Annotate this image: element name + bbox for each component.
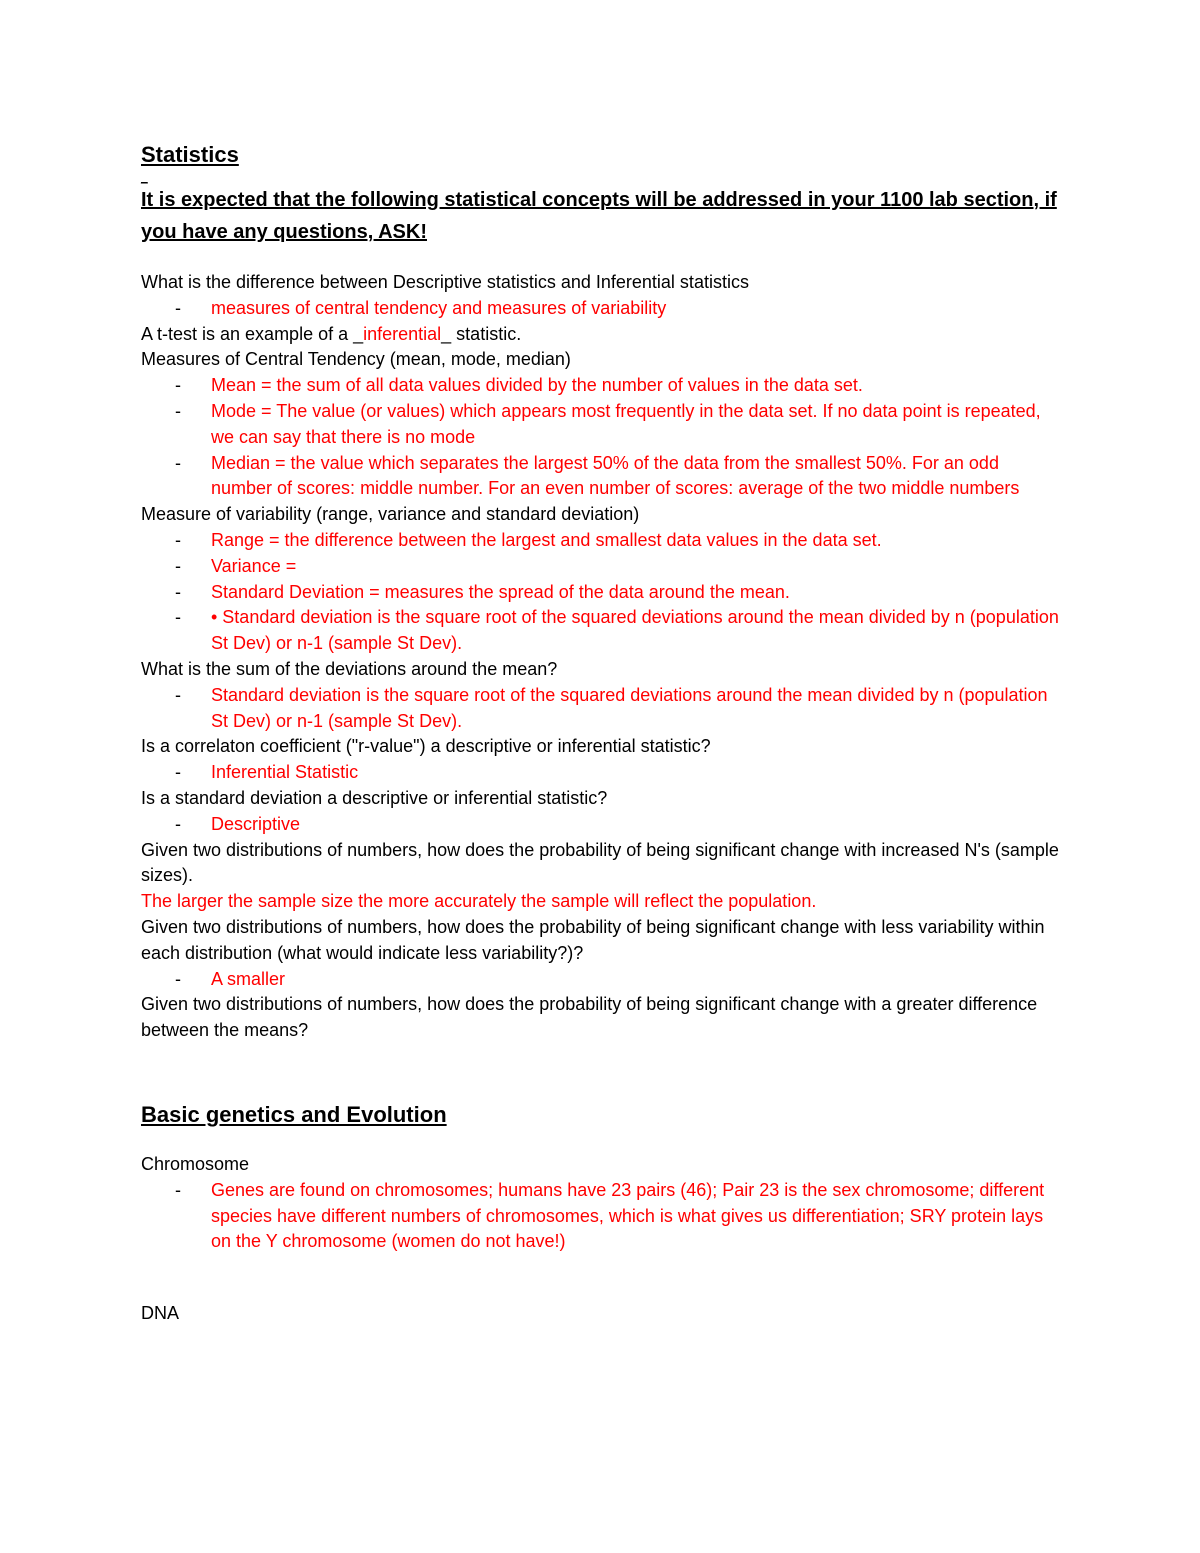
ttest-suffix: _ statistic. <box>441 323 522 344</box>
answer-list <box>141 812 1061 838</box>
ttest-line <box>141 322 1061 348</box>
list-item <box>141 373 1061 399</box>
list-dash: - <box>175 762 181 783</box>
genetics-title: Basic genetics and Evolution <box>141 1101 447 1127</box>
list-item <box>141 580 1061 606</box>
list-dash: - <box>175 1179 181 1200</box>
ttest-prefix: A t-test is an example of a _ <box>141 323 364 344</box>
list-item <box>141 528 1061 554</box>
chromosome-list <box>141 1178 1061 1255</box>
answer-text: A smaller <box>211 968 286 989</box>
ttest-answer: inferential <box>363 323 442 344</box>
list-item <box>141 605 1061 657</box>
question-sum-deviations: What is the sum of the deviations around the mean? <box>141 658 558 679</box>
list-dash: - <box>175 400 181 421</box>
answer-text: measures of central tendency and measures of variability <box>211 297 667 318</box>
list-dash: - <box>175 375 181 396</box>
statistics-title: Statistics <box>141 142 239 167</box>
list-dash: - <box>175 555 181 576</box>
std-dev-definition: Standard Deviation = measures the spread of the data around the mean. <box>211 581 790 602</box>
list-item <box>141 760 1061 786</box>
chromosome-definition: Genes are found on chromosomes; humans have 23 pairs (46); Pair 23 is the sex chromosome; different species have different numbers of chromosomes, which is what gives us differentiation; SRY protein lays on the Y chromosome (women do not have!) <box>211 1179 1045 1252</box>
list-item <box>141 812 1061 838</box>
document-page <box>141 140 1061 1327</box>
variability-list <box>141 528 1061 657</box>
central-tendency-list <box>141 373 1061 502</box>
std-dev-detail: • Standard deviation is the square root of the squared deviations around the mean divided by n (population St Dev) or n-1 (sample St Dev). <box>211 607 1059 654</box>
list-dash: - <box>175 684 181 705</box>
question-descriptive-inferential: What is the difference between Descriptive statistics and Inferential statistics <box>141 272 749 292</box>
question-means-difference: Given two distributions of numbers, how does the probability of being significant change with a greater difference between the means? <box>141 994 1038 1041</box>
spacer <box>141 1255 1061 1301</box>
list-item <box>141 451 1061 503</box>
answer-list <box>141 683 1061 735</box>
list-item <box>141 1178 1061 1255</box>
expectation-heading: It is expected that the following statistical concepts will be addressed in your 1100 lab section, if you have any questions, ASK! <box>141 189 1057 243</box>
answer-text: Descriptive <box>211 813 301 834</box>
list-dash: - <box>175 452 181 473</box>
mode-definition: Mode = The value (or values) which appears most frequently in the data set. If no data point is repeated, we can say that there is no mode <box>211 400 1041 447</box>
answer-list <box>141 296 1061 322</box>
answer-text: Inferential Statistic <box>211 762 359 783</box>
list-item <box>141 296 1061 322</box>
median-definition: Median = the value which separates the largest 50% of the data from the smallest 50%. For an odd number of scores: middle number. For an even number of scores: average of the two middle numbers <box>211 452 1020 499</box>
dna-heading: DNA <box>141 1303 180 1324</box>
list-item <box>141 967 1061 993</box>
list-dash: - <box>175 581 181 602</box>
list-dash: - <box>175 813 181 834</box>
mean-definition: Mean = the sum of all data values divided by the number of values in the data set. <box>211 375 863 396</box>
question-variability: Given two distributions of numbers, how does the probability of being significant change with less variability within each distribution (what would indicate less variability?)? <box>141 916 1045 963</box>
list-dash: - <box>175 607 181 628</box>
list-dash: - <box>175 529 181 550</box>
underscore-line: _ <box>141 170 148 184</box>
question-sample-size: Given two distributions of numbers, how does the probability of being significant change with increased N's (sample sizes). <box>141 839 1059 886</box>
spacer <box>141 248 1061 270</box>
range-definition: Range = the difference between the largest and smallest data values in the data set. <box>211 529 882 550</box>
question-standard-deviation: Is a standard deviation a descriptive or inferential statistic? <box>141 787 608 808</box>
answer-text: Standard deviation is the square root of the squared deviations around the mean divided by n (population St Dev) or n-1 (sample St Dev). <box>211 684 1048 731</box>
chromosome-heading: Chromosome <box>141 1153 250 1174</box>
question-correlation: Is a correlaton coefficient ("r-value") a descriptive or inferential statistic? <box>141 736 711 757</box>
list-dash: - <box>175 968 181 989</box>
variance-definition: Variance = <box>211 555 297 576</box>
answer-list <box>141 967 1061 993</box>
list-item <box>141 683 1061 735</box>
list-item <box>141 554 1061 580</box>
variability-heading: Measure of variability (range, variance and standard deviation) <box>141 504 640 525</box>
spacer <box>141 1044 1061 1100</box>
list-item <box>141 399 1061 451</box>
answer-list <box>141 760 1061 786</box>
answer-sample-size: The larger the sample size the more accurately the sample will reflect the population. <box>141 891 817 912</box>
spacer <box>141 1130 1061 1152</box>
central-tendency-heading: Measures of Central Tendency (mean, mode, median) <box>141 349 571 370</box>
list-dash: - <box>175 297 181 318</box>
